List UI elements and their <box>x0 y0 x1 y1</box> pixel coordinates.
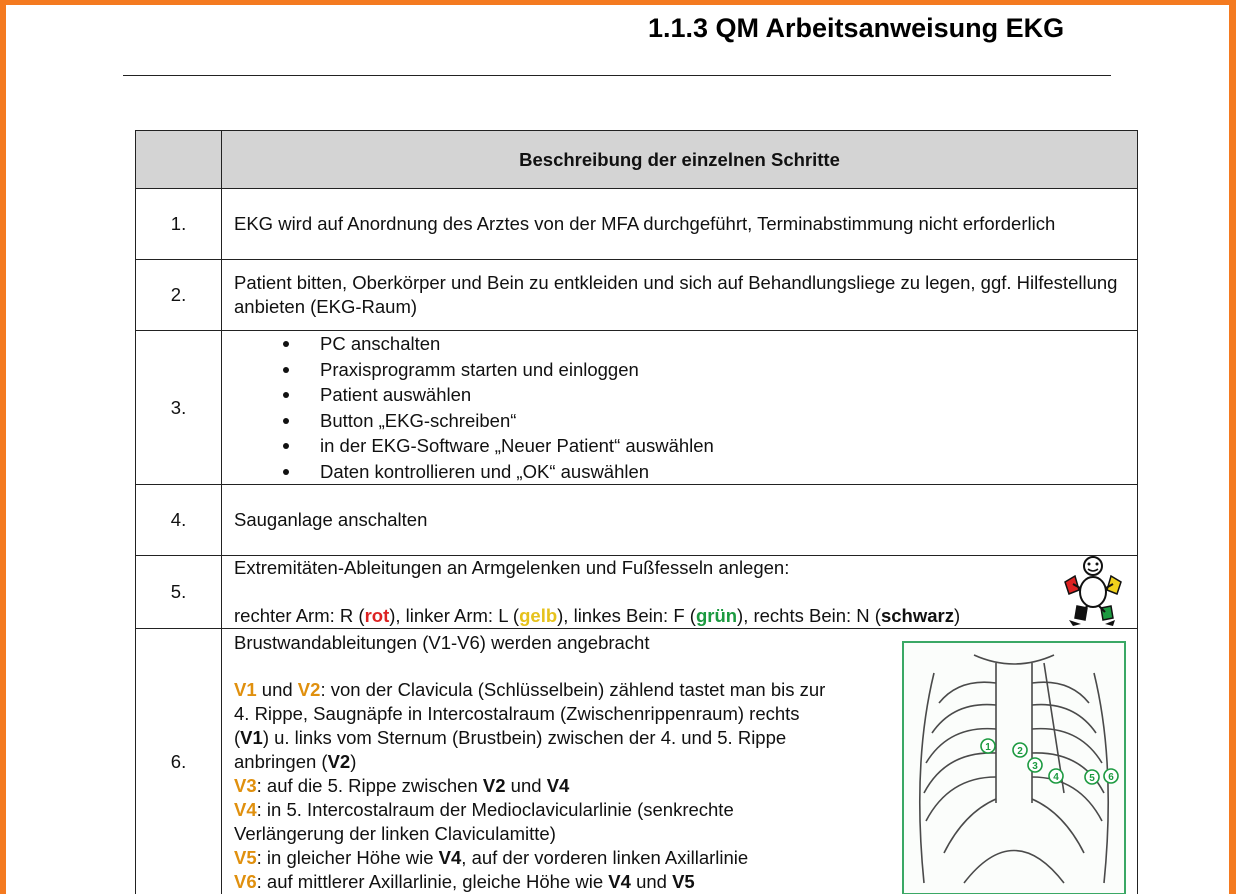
table-row <box>136 556 1138 629</box>
instruction-text: , auf der vorderen linken Axillarlinie <box>461 847 749 868</box>
limb-text: rechter Arm: R ( <box>234 605 365 626</box>
steps-table <box>135 130 1138 894</box>
step-limb-leads-cell <box>222 556 1138 629</box>
chest-electrode-diagram <box>902 641 1126 894</box>
list-item: Daten kontrollieren und „OK“ auswählen <box>320 459 1125 485</box>
list-item: PC anschalten <box>320 331 1125 357</box>
step-number: 2. <box>136 260 222 331</box>
table-row <box>136 189 1138 260</box>
table-row <box>136 485 1138 556</box>
table-row <box>136 629 1138 894</box>
color-red-label: rot <box>364 605 390 626</box>
instruction-text: : in 5. Intercostalraum der Medioclavicularlinie (senkrechte Verlängerung der linken Claviculamitte) <box>234 799 734 844</box>
electrode-label: 4 <box>1053 772 1059 783</box>
lead-ref: V4 <box>608 871 631 892</box>
instruction-text: : in gleicher Höhe wie <box>256 847 439 868</box>
step-bullets-cell <box>222 331 1138 485</box>
lead-ref: V4 <box>438 847 462 868</box>
lead-label: V6 <box>234 871 257 892</box>
list-item: in der EKG-Software „Neuer Patient“ auswählen <box>320 433 1125 459</box>
lead-label: V5 <box>234 847 257 868</box>
limb-text: ), linker Arm: L ( <box>389 605 520 626</box>
document-title: 1.1.3 QM Arbeitsanweisung EKG <box>648 13 1065 43</box>
lead-ref: V1 <box>240 727 263 748</box>
list-item: Praxisprogramm starten und einloggen <box>320 357 1125 383</box>
instruction-text: und <box>630 871 673 892</box>
electrode-markers <box>981 739 1118 784</box>
table-row <box>136 331 1138 485</box>
header-num-cell <box>136 131 222 189</box>
electrode-mascot-icon <box>1059 554 1127 626</box>
electrode-label: 1 <box>985 742 991 753</box>
instruction-text: und <box>505 775 547 796</box>
v1-v2-instruction <box>234 678 834 774</box>
v4-instruction <box>234 798 834 846</box>
table-header-row <box>136 131 1138 189</box>
lead-ref: V2 <box>327 751 351 772</box>
electrode-label: 2 <box>1017 746 1023 757</box>
color-yellow-label: gelb <box>519 605 558 626</box>
v3-instruction <box>234 774 834 798</box>
instruction-text: : von der Clavicula (Schlüsselbein) zählend tastet man bis zur 4. Rippe, Saugnäpfe in Intercostalraum (Zwischenrippenraum) rechts ( <box>234 679 826 748</box>
table-header: Beschreibung der einzelnen Schritte <box>222 131 1138 189</box>
step-chest-leads-cell <box>222 629 1138 894</box>
limb-leads-intro: Extremitäten-Ableitungen an Armgelenken und Fußfesseln anlegen: <box>234 557 790 578</box>
v5-instruction <box>234 846 834 870</box>
step-number: 6. <box>136 629 222 894</box>
step-number: 3. <box>136 331 222 485</box>
lead-ref: V5 <box>672 871 695 892</box>
electrode-label: 3 <box>1032 761 1038 772</box>
instruction-text: : auf die 5. Rippe zwischen <box>256 775 483 796</box>
chest-leads-intro: Brustwandableitungen (V1-V6) werden angebracht <box>234 632 650 653</box>
limb-text: ) <box>954 605 961 626</box>
electrode-label: 5 <box>1089 773 1095 784</box>
instruction-text: ) u. links vom Sternum (Brustbein) zwischen der 4. und 5. Rippe anbringen ( <box>234 727 787 772</box>
title-rule <box>123 75 1111 76</box>
instruction-text: ) <box>350 751 357 772</box>
v6-instruction <box>234 870 834 894</box>
step-text: Sauganlage anschalten <box>222 485 1138 556</box>
electrode-label: 6 <box>1108 772 1114 783</box>
limb-text: ), linkes Bein: F ( <box>557 605 696 626</box>
lead-ref: V4 <box>546 775 570 796</box>
limb-leads-colors <box>234 604 1125 628</box>
step-text: EKG wird auf Anordnung des Arztes von der MFA durchgeführt, Terminabstimmung nicht erforderlich <box>222 189 1138 260</box>
lead-label: V3 <box>234 775 257 796</box>
chest-leads-text <box>234 631 834 894</box>
list-item: Patient auswählen <box>320 382 1125 408</box>
instruction-text: : auf mittlerer Axillarlinie, gleiche Höhe wie <box>256 871 609 892</box>
step-number: 1. <box>136 189 222 260</box>
list-item: Button „EKG-schreiben“ <box>320 408 1125 434</box>
document-page <box>6 5 1229 894</box>
lead-label: V2 <box>297 679 321 700</box>
lead-label: V1 <box>234 679 257 700</box>
instruction-text: und <box>256 679 298 700</box>
step-text: Patient bitten, Oberkörper und Bein zu entkleiden und sich auf Behandlungsliege zu legen, ggf. Hilfestellung anbieten (EKG-Raum) <box>222 260 1138 331</box>
lead-ref: V2 <box>482 775 506 796</box>
lead-label: V4 <box>234 799 257 820</box>
ribcage-drawing <box>920 655 1108 883</box>
color-black-label: schwarz <box>880 605 954 626</box>
table-row <box>136 260 1138 331</box>
step-number: 4. <box>136 485 222 556</box>
step-bullet-list <box>234 331 1125 484</box>
color-green-label: grün <box>695 605 738 626</box>
step-number: 5. <box>136 556 222 629</box>
limb-text: ), rechts Bein: N ( <box>737 605 881 626</box>
